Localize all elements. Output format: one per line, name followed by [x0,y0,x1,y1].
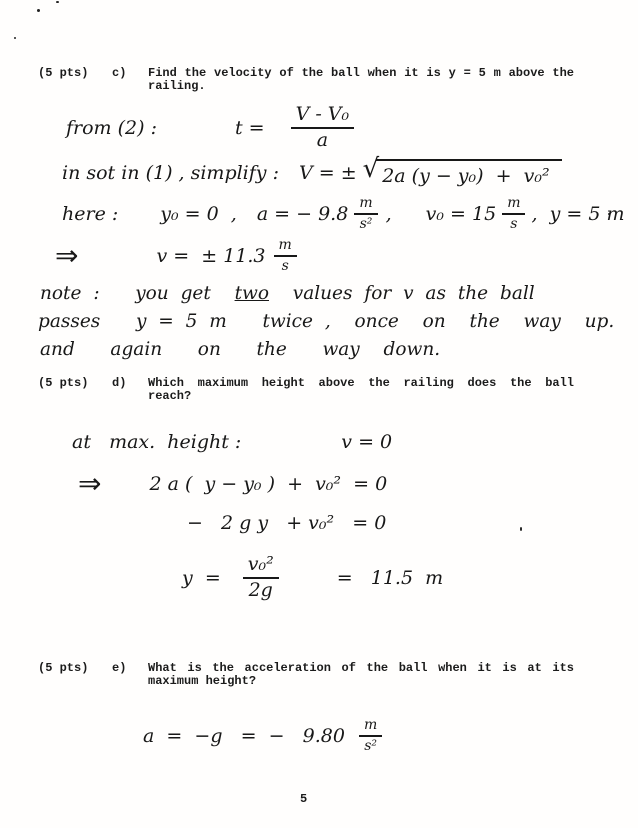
fraction-ymax-numerator: v₀² [243,555,279,579]
fraction-t-denominator: a [316,129,329,151]
implies-arrow: ⇒ [78,467,102,500]
fraction-v0-units-numerator: m [502,196,525,215]
fraction-v0-units [502,196,525,231]
question-e-line2: maximum height? [148,674,257,688]
fraction-t [291,105,355,151]
question-d-line1: Which maximum height above the railing does the ball [148,376,574,390]
question-d-points: (5 pts) [38,376,89,390]
solution-c-step1 [66,102,354,154]
solution-c-step3-v0: v₀ = 15 [425,203,497,225]
solution-c-step2 [62,150,562,196]
question-e-line1: What is the acceleration of the ball when it is at its [148,661,574,675]
solution-c-step2-lhs: V = ± [298,162,357,184]
solution-d-step1 [72,422,392,462]
solution-c-result: v = ± 11.3 [156,245,266,267]
solution-c-step1-lhs: t = [234,117,265,139]
solution-d-step4-result: = 11.5 m [336,567,444,589]
question-e-points: (5 pts) [38,661,89,675]
solution-d-step1-v: v = 0 [341,431,393,453]
solution-d-step2 [78,464,387,504]
solution-d-step4-lhs: y = [182,567,221,589]
fraction-a-units [354,196,377,231]
question-d-line2: reach? [148,389,192,403]
solution-c-step4 [55,234,297,278]
solution-c-note-line1 [40,283,535,304]
solution-c-step3-y0: y₀ = 0 , [160,203,237,225]
fraction-t-numerator: V - V₀ [291,105,355,129]
question-c-points: (5 pts) [38,66,89,80]
fraction-accel-units [359,718,382,753]
solution-d-step3-eq: − 2 g y + v₀² = 0 [187,512,387,534]
question-e-label: e) [112,661,127,675]
page-number: 5 [300,792,308,806]
note-post: values for v as the ball [268,283,535,304]
scan-speck [14,37,16,39]
implies-arrow: ⇒ [55,239,79,272]
solution-c-step1-label: from (2) : [66,117,157,139]
scan-speck [520,527,522,531]
question-c-text [148,67,574,93]
question-e-text [148,662,574,688]
solution-d-step2-eq: 2 a ( y − y₀ ) + v₀² = 0 [149,473,388,495]
fraction-result-units [274,238,297,273]
scan-speck [56,1,59,3]
fraction-accel-units-denominator: s² [364,738,377,754]
square-root-radicand: 2a (y − y₀) + v₀² [376,159,561,187]
note-word-two: two [234,283,269,304]
note-line2-text: passes y = 5 m twice , once on the way up. [38,311,615,332]
square-root [362,154,562,187]
fraction-ymax [243,555,279,601]
fraction-result-units-denominator: s [281,258,289,274]
solution-c-step3-y: , y = 5 m [531,203,625,225]
fraction-v0-units-denominator: s [510,216,518,232]
solution-e-eq-text: a = −g = − 9.80 [143,725,345,747]
scan-speck [37,9,40,12]
fraction-result-units-numerator: m [274,238,297,257]
solution-d-step1-text: at max. height : [72,431,242,453]
solution-d-step3 [187,503,386,543]
question-c-line1: Find the velocity of the ball when it is y = 5 m above the [148,66,574,80]
solution-c-step3 [62,192,624,236]
solution-c-step3-sep: , [385,203,392,225]
square-root-sign: √ [362,154,380,184]
fraction-a-units-numerator: m [354,196,377,215]
fraction-ymax-denominator: 2g [248,579,273,601]
solution-e-eq [143,708,382,764]
solution-c-step2-text: in sot in (1) , simplify : [62,162,279,184]
solution-c-note-line2 [38,311,614,332]
question-c-line2: railing. [148,79,206,93]
note-pre: note : you get [40,283,235,304]
fraction-a-units-denominator: s² [359,216,373,232]
question-d-label: d) [112,376,127,390]
question-c-label: c) [112,66,127,80]
solution-d-step4 [182,541,443,615]
solution-c-step3-a: a = − 9.8 [256,203,349,225]
note-line3-text: and again on the way down. [40,339,441,360]
solution-c-note-line3 [40,339,440,360]
fraction-accel-units-numerator: m [359,718,382,737]
question-d-text [148,377,574,403]
solution-c-step3-label: here : [62,203,119,225]
